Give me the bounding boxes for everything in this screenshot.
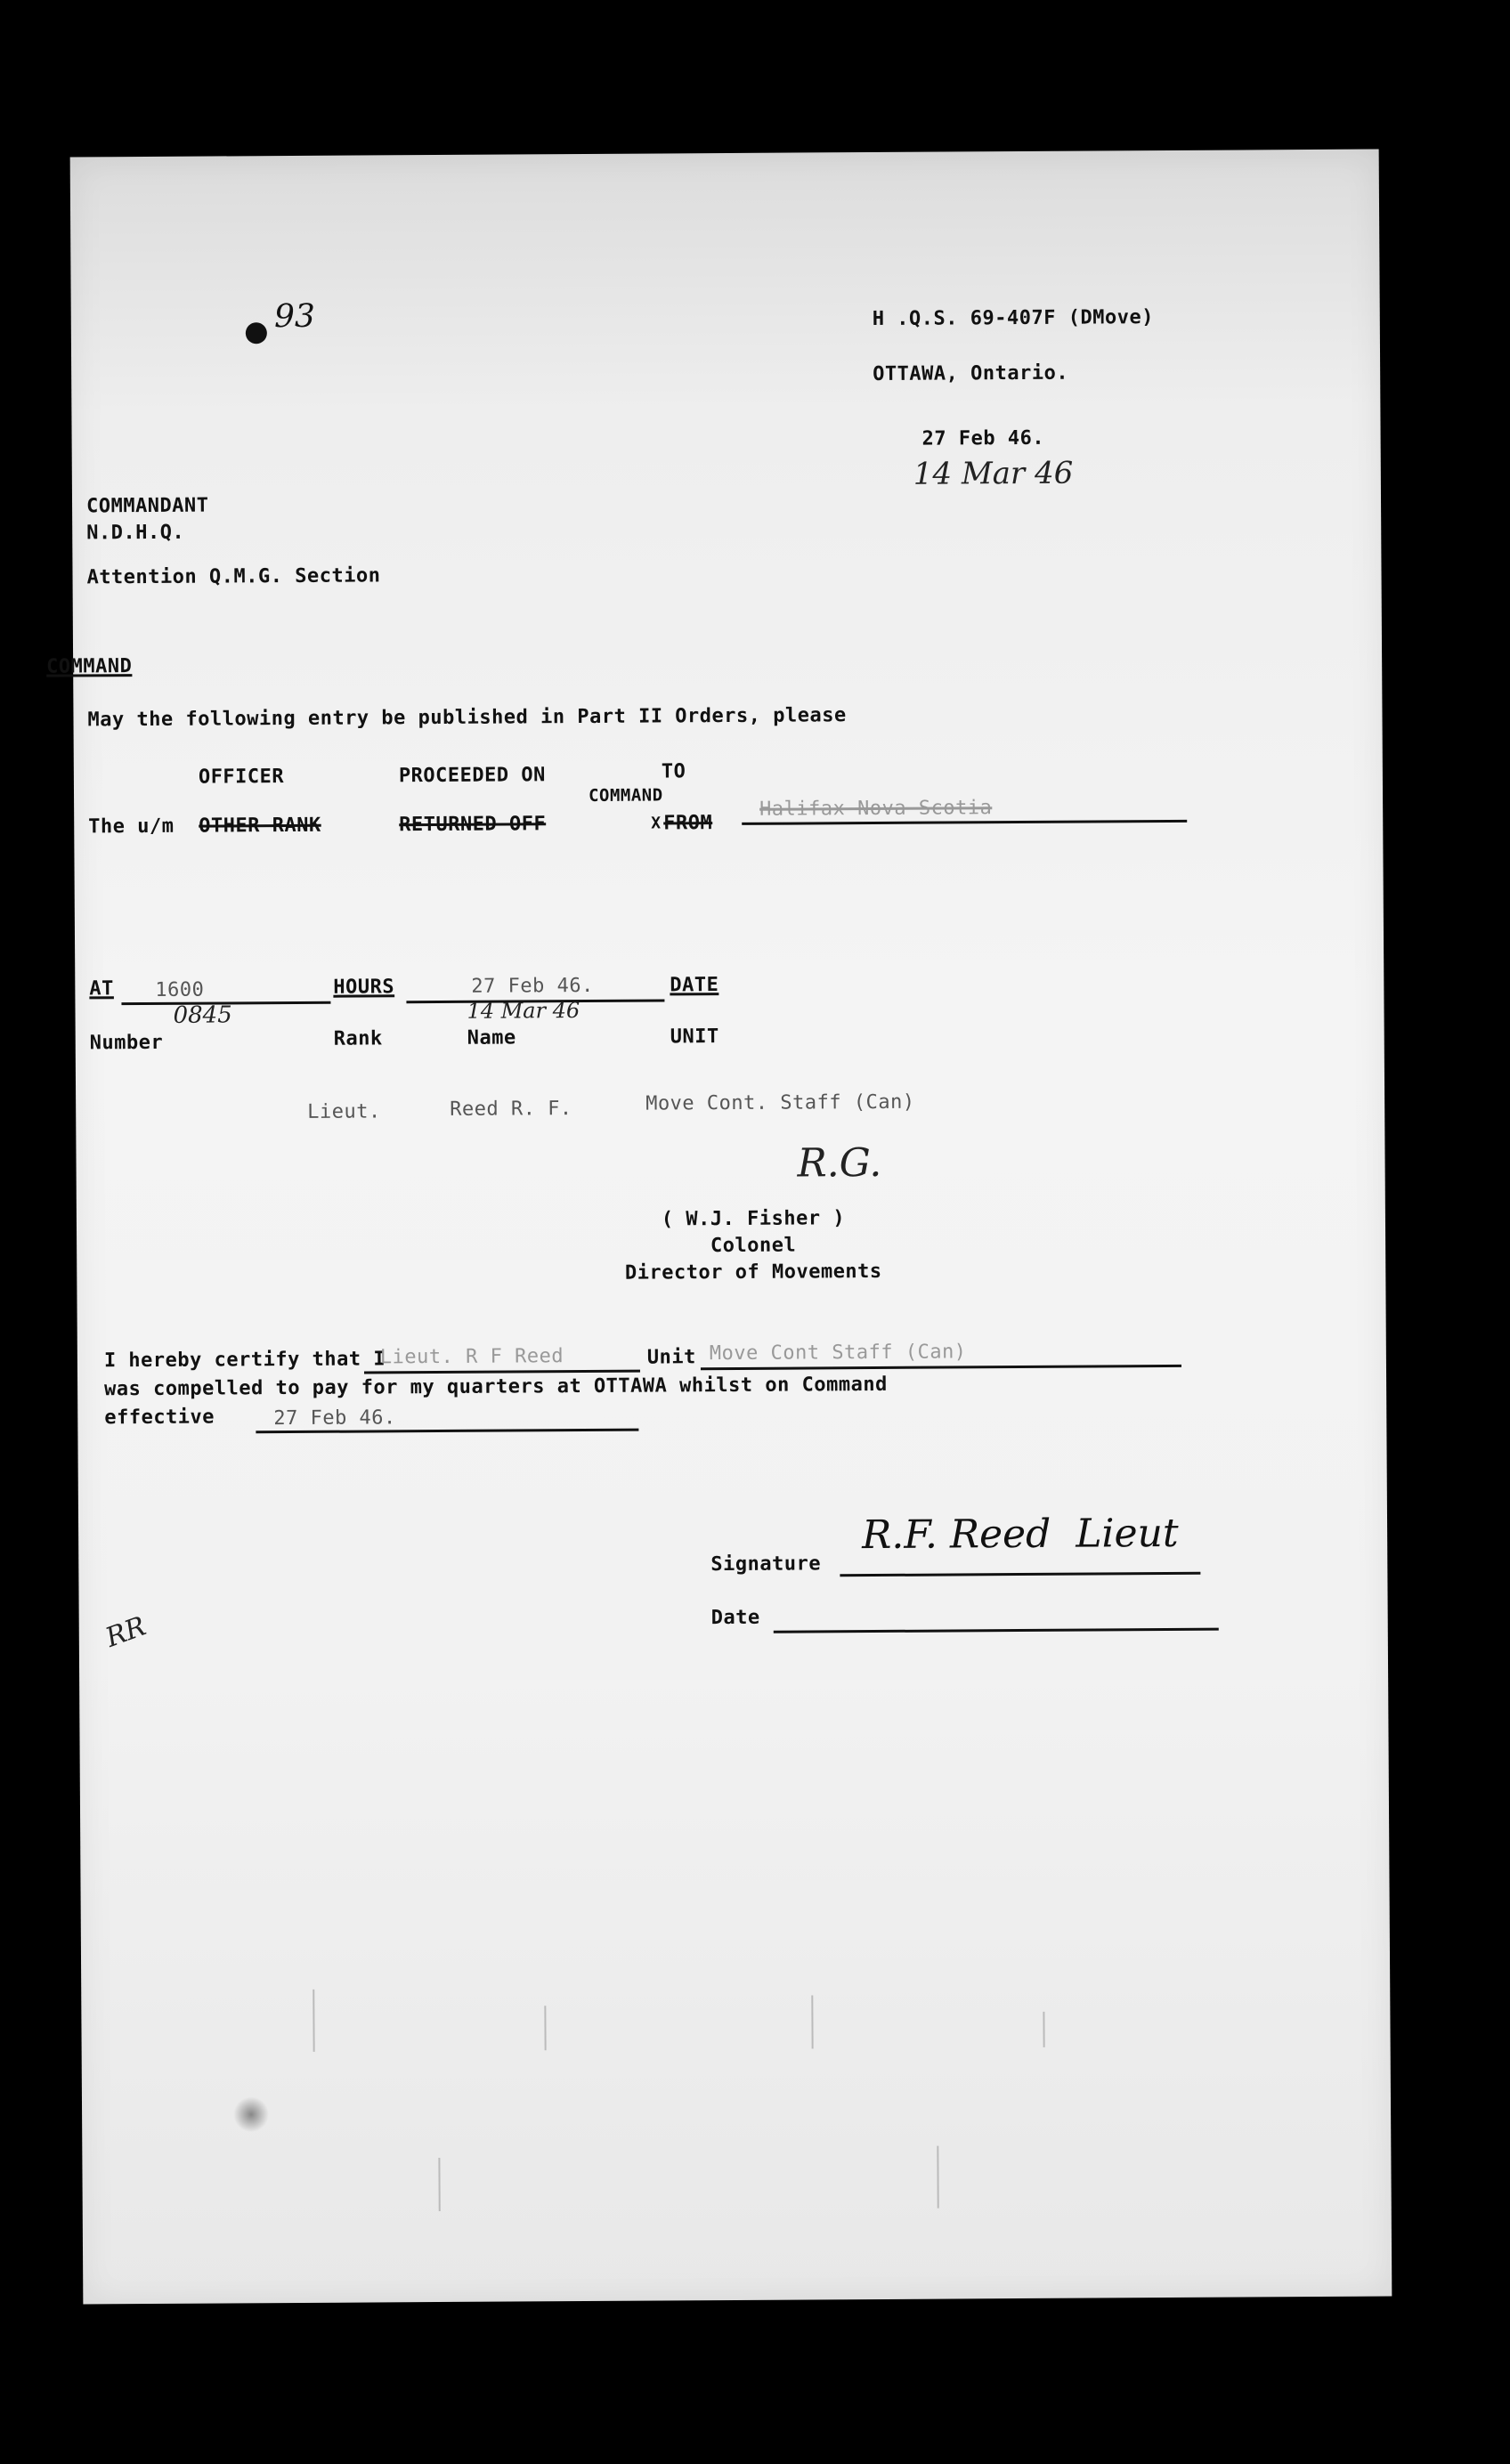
director-name: ( W.J. Fisher ) [661,1207,846,1231]
revised-date-handwritten: 14 Mar 46 [913,455,1074,492]
location: OTTAWA, Ontario. [873,361,1069,386]
entry-rank-label: Rank [333,1027,383,1050]
ink-blot-icon [246,323,267,344]
director-title: Director of Movements [624,1260,882,1285]
director-rank: Colonel [710,1234,797,1258]
entry-unit-label: UNIT [670,1025,719,1049]
request-line: May the following entry be published in Part II Orders, please [87,704,847,732]
entry-officer: OFFICER [198,766,285,789]
entry-at: AT [89,977,114,1001]
scratch-mark [438,2158,440,2211]
entry-other-rank: OTHER RANK [199,814,321,838]
entry-the-um: The u/m [88,815,175,839]
entry-destination: Halifax Nova Scotia [759,797,993,821]
certification-effective-value: 27 Feb 46. [273,1406,396,1431]
entry-command: COMMAND [588,785,663,806]
certification-text1: I hereby certify that I [103,1348,386,1373]
entry-date-label: DATE [670,974,719,997]
entry-from-x: X [651,814,662,833]
certification-unit-value: Move Cont Staff (Can) [709,1341,967,1366]
certification-officer-name: Lieut. R F Reed [379,1345,564,1369]
entry-from: FROM [663,812,713,835]
signature-line [840,1572,1200,1576]
entry-hour-value: 1600 [155,978,205,1001]
addressee-line1: COMMANDANT [85,494,209,518]
signature-label: Signature [710,1552,822,1576]
entry-name-label: Name [467,1026,516,1050]
officer-name-line [364,1370,640,1374]
entry-rank: Lieut. [307,1100,381,1123]
top-left-handwritten-mark: 93 [177,236,315,424]
attention-line: Attention Q.M.G. Section [86,564,381,589]
addressee-line2: N.D.H.Q. [86,521,185,545]
director-initials: R.G. [797,1139,882,1187]
letter-date: 27 Feb 46. [921,426,1045,450]
entry-proceeded-on: PROCEEDED ON [398,764,546,788]
scratch-mark [811,1995,813,2048]
certification-text2: was compelled to pay for my quarters at OTTAWA whilst on Command [104,1373,888,1401]
scratch-mark [313,1990,314,2052]
certification-effective-label: effective [104,1406,215,1430]
date-label: Date [710,1606,760,1630]
section-heading: COMMAND [46,655,133,678]
sign-date-line [774,1628,1219,1633]
entry-number-label: Number [89,1031,164,1055]
revised-date-2-handwritten: 14 Mar 46 [467,998,580,1024]
entry-to: TO [661,760,686,783]
document-page [46,150,1392,2305]
entry-hours: HOURS [333,976,395,999]
entry-unit: Move Cont. Staff (Can) [645,1090,915,1115]
unit-line [701,1365,1181,1370]
scratch-mark [937,2146,938,2209]
scratch-mark [544,2006,546,2050]
entry-name: Reed R. F. [450,1098,572,1121]
entry-date-value: 27 Feb 46. [471,974,594,998]
entry-returned-off: RETURNED OFF [399,813,547,837]
margin-initials: RR [101,1610,150,1654]
signature-value: R.F. Reed Lieut [861,1510,1179,1559]
file-reference: H .Q.S. 69-407F (DMove) [872,306,1154,331]
scratch-mark [1043,2012,1044,2047]
revised-hour-handwritten: 0845 [173,1001,232,1029]
destination-line [742,820,1187,825]
certification-unit-label: Unit [646,1346,696,1369]
stain-blot [233,2096,269,2132]
